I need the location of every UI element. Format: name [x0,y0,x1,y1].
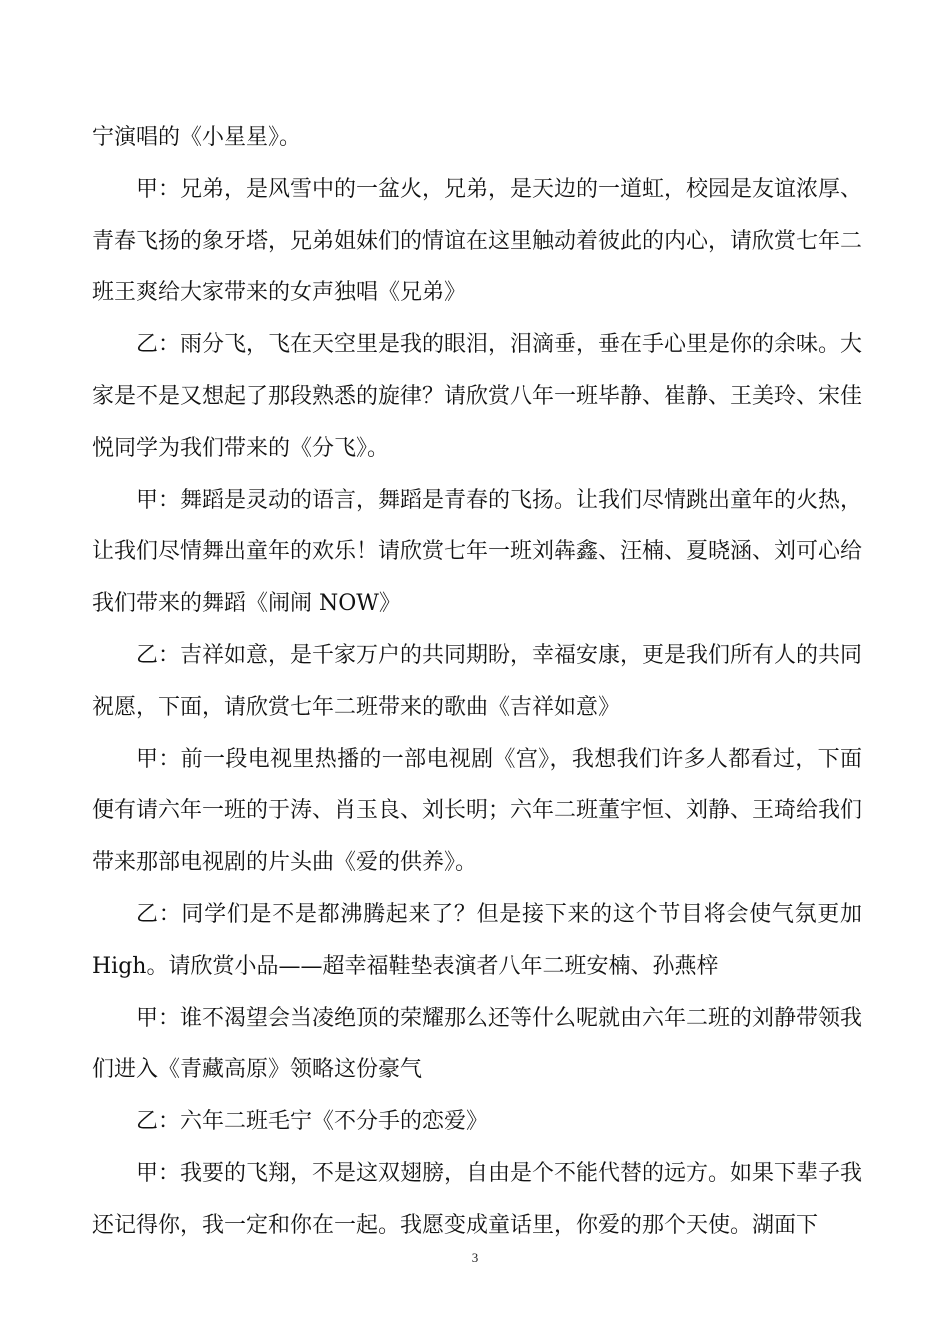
paragraph-9: 乙：六年二班毛宁《不分手的恋爱》 [136,1109,489,1135]
paragraph-4: 甲：舞蹈是灵动的语言，舞蹈是青春的飞扬。让我们尽情跳出童年的火热，让我们尽情舞出童年的欢乐！请欣赏七年一班刘犇鑫、汪楠、夏晓涵、刘可心给我们带来的舞蹈《闹闹 NOW》 [92,487,863,617]
paragraph-6: 甲：前一段电视里热播的一部电视剧《宫》，我想我们许多人都看过，下面便有请六年一班的于涛、肖玉良、刘长明；六年二班董宇恒、刘静、王琦给我们带来那部电视剧的片头曲《爱的供养》。 [92,746,863,876]
paragraph-10: 甲：我要的飞翔，不是这双翅膀，自由是个不能代替的远方。如果下辈子我还记得你，我一定和你在一起。我愿变成童话里，你爱的那个天使。湖面下 [92,1160,863,1238]
paragraph-7: 乙：同学们是不是都沸腾起来了？但是接下来的这个节目将会使气氛更加High。请欣赏小品——超幸福鞋垫表演者八年二班安楠、孙燕梓 [92,901,862,979]
paragraph-5: 乙：吉祥如意，是千家万户的共同期盼，幸福安康，更是我们所有人的共同祝愿，下面，请欣赏七年二班带来的歌曲《吉祥如意》 [92,642,863,720]
paragraph-1: 宁演唱的《小星星》。 [92,125,302,150]
body-text [92,112,862,1252]
paragraph-8: 甲：谁不渴望会当凌绝顶的荣耀那么还等什么呢就由六年二班的刘静带领我们进入《青藏高原》领略这份豪气 [92,1005,863,1083]
page-number: 3 [471,1250,479,1265]
paragraph-2: 甲：兄弟，是风雪中的一盆火，兄弟，是天边的一道虹，校园是友谊浓厚、青春飞扬的象牙塔，兄弟姐妹们的情谊在这里触动着彼此的内心，请欣赏七年二班王爽给大家带来的女声独唱《兄弟》 [92,176,863,306]
paragraph-3: 乙：雨分飞，飞在天空里是我的眼泪，泪滴垂，垂在手心里是你的余味。大家是不是又想起了那段熟悉的旋律？请欣赏八年一班毕静、崔静、王美玲、宋佳悦同学为我们带来的《分飞》。 [92,332,863,461]
